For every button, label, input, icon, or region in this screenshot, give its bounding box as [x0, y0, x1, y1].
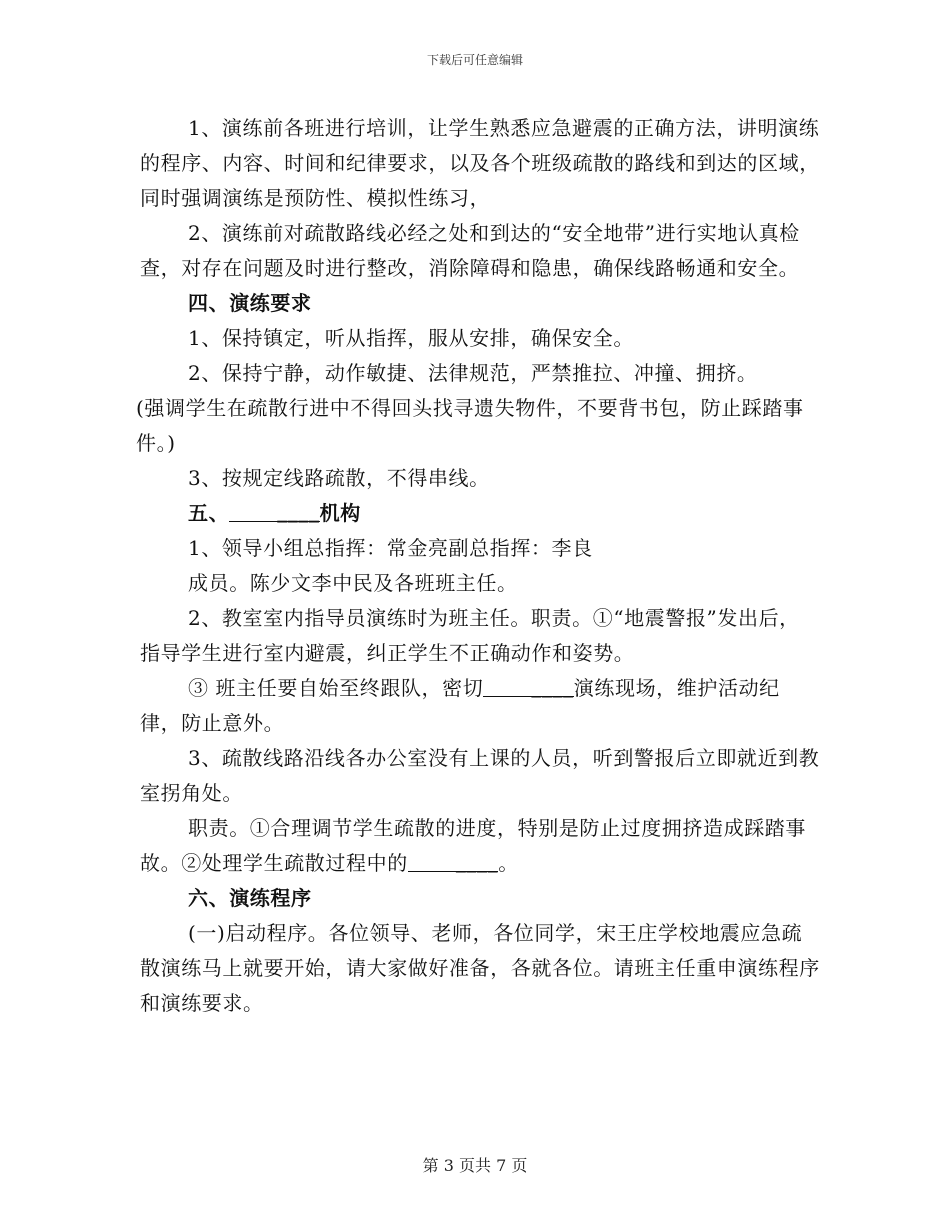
paragraph-training: 1、演练前各班进行培训，让学生熟悉应急避震的正确方法，讲明演练的程序、内容、时间和纪律要求，以及各个班级疏散的路线和到达的区域，同时强调演练是预防性、模拟性练习，	[140, 116, 820, 210]
requirement-calm: 1、保持镇定，听从指挥，服从安排，确保安全。	[188, 326, 634, 350]
organization-headteacher-duty	[140, 671, 820, 741]
section-heading-organization-suffix: 机构	[319, 501, 361, 525]
organization-leaders: 1、领导小组总指挥：常金亮副总指挥：李良	[188, 536, 593, 560]
section-heading-organization	[140, 496, 820, 531]
route-staff-duty-suffix: 。	[498, 851, 519, 875]
document-body	[136, 111, 820, 1021]
headteacher-duty-prefix: ③ 班主任要自始至终跟队，密切	[188, 676, 484, 700]
section-heading-organization-prefix: 五、	[188, 501, 230, 525]
route-staff-duty-prefix: 职责。①合理调节学生疏散的进度，特别是防止过度拥挤造成踩踏事故。②处理学生疏散过程中的	[140, 816, 806, 875]
headteacher-duty-suffix: 演练现场，维护活动纪律，防止意外。	[140, 676, 780, 735]
section-heading-procedure: 六、演练程序	[188, 886, 312, 910]
fill-in-blank: ____	[408, 851, 498, 872]
requirement-quiet: 2、保持宁静，动作敏捷、法律规范，严禁推拉、冲撞、拥挤。	[188, 361, 758, 385]
header-note: 下载后可任意编辑	[426, 53, 523, 67]
organization-route-staff-duty	[140, 811, 820, 881]
organization-route-staff: 3、疏散线路沿线各办公室没有上课的人员，听到警报后立即就近到教室拐角处。	[140, 746, 820, 805]
organization-members: 成员。陈少文李中民及各班班主任。	[188, 571, 518, 595]
fill-in-blank: ____	[229, 501, 319, 522]
fill-in-blank: ____	[483, 676, 573, 697]
paragraph-route-check: 2、演练前对疏散路线必经之处和到达的“安全地带”进行实地认真检查，对存在问题及时进行整改，消除障碍和隐患，确保线路畅通和安全。	[140, 221, 800, 280]
procedure-start: (一)启动程序。各位领导、老师，各位同学，宋王庄学校地震应急疏散演练马上就要开始，请大家做好准备，各就各位。请班主任重申演练程序和演练要求。	[140, 921, 820, 1015]
organization-classroom-guide: 2、教室室内指导员演练时为班主任。职责。①“地震警报”发出后，指导学生进行室内避震，纠正学生不正确动作和姿势。	[140, 606, 800, 665]
requirement-route: 3、按规定线路疏散，不得串线。	[188, 466, 490, 490]
section-heading-requirements: 四、演练要求	[188, 291, 312, 315]
requirement-note: (强调学生在疏散行进中不得回头找寻遗失物件，不要背书包，防止踩踏事件。)	[136, 396, 804, 455]
page-number: 第 3 页共 7 页	[422, 1156, 528, 1175]
